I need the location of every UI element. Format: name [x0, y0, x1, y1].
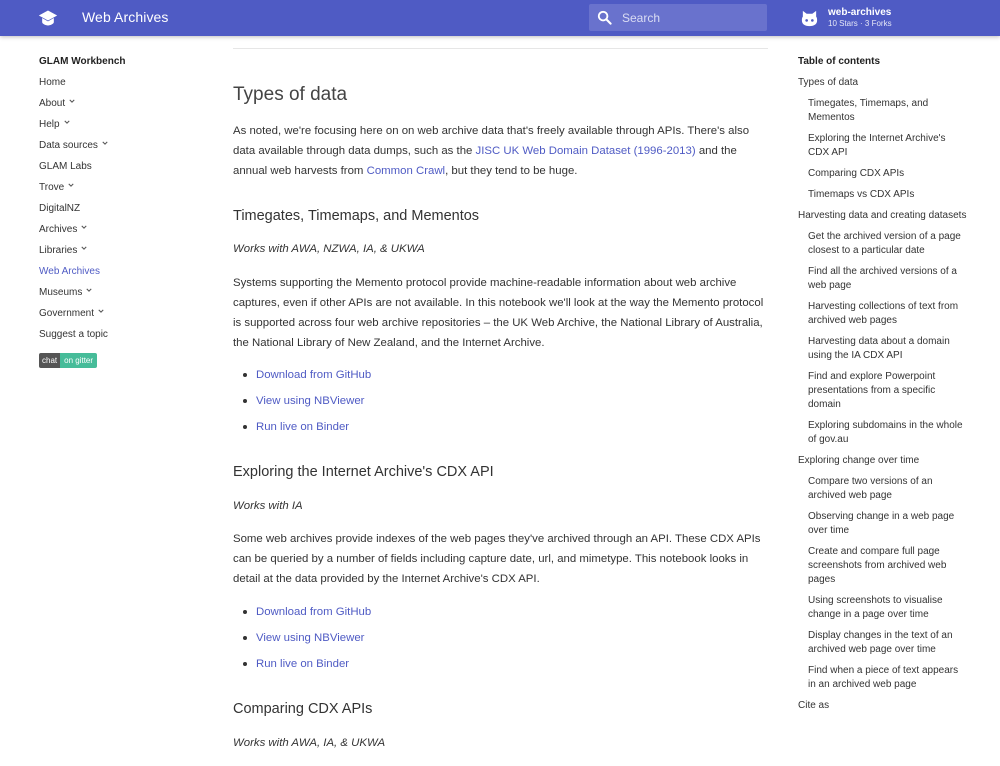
- nav-item-label: Help: [39, 119, 60, 130]
- nav-item-label: Home: [39, 77, 66, 88]
- search-box[interactable]: [589, 4, 767, 31]
- toc-item[interactable]: Cite as: [798, 700, 830, 711]
- list-item: [243, 657, 371, 683]
- section-links: [243, 605, 371, 683]
- toc-item[interactable]: Find and explore Powerpoint presentations from a specific domain: [808, 371, 936, 410]
- toc-item[interactable]: Exploring subdomains in the whole of gov.au: [808, 420, 963, 445]
- nav-item-label: Archives: [39, 224, 78, 235]
- list-item: [243, 420, 371, 446]
- toc-item[interactable]: Exploring the Internet Archive's CDX API: [808, 133, 946, 158]
- toc-item[interactable]: Harvesting data about a domain using the IA CDX API: [808, 336, 950, 361]
- repo-link[interactable]: [800, 6, 990, 32]
- chevron-down-icon[interactable]: [64, 119, 70, 125]
- section-title-timegates: Timegates, Timemaps, and Mementos: [233, 208, 480, 224]
- nav-item-label: Museums: [39, 287, 83, 298]
- chevron-down-icon[interactable]: [81, 245, 87, 251]
- repo-facts: 10 Stars · 3 Forks: [828, 19, 892, 28]
- intro-text-2: and the annual web harvests from: [233, 145, 737, 177]
- toc-item[interactable]: Timemaps vs CDX APIs: [808, 189, 915, 200]
- page-title: Types of data: [233, 84, 348, 105]
- nav-item-label: Government: [39, 308, 95, 319]
- intro-text-3: , but they tend to be huge.: [445, 165, 578, 177]
- gitter-badge[interactable]: [39, 353, 97, 368]
- nav-item-trove[interactable]: [39, 181, 189, 202]
- site-title[interactable]: Web Archives: [82, 9, 169, 25]
- search-input[interactable]: [622, 9, 762, 26]
- nav-item-archives[interactable]: [39, 223, 189, 244]
- run-binder-link[interactable]: Run live on Binder: [256, 658, 350, 670]
- list-item: [243, 394, 371, 420]
- chevron-down-icon[interactable]: [102, 140, 108, 146]
- nav-item-web-archives[interactable]: [39, 265, 189, 286]
- search-icon: [597, 10, 612, 25]
- repo-name: web-archives: [828, 7, 892, 18]
- download-github-link[interactable]: Download from GitHub: [256, 606, 372, 618]
- jisc-dataset-link[interactable]: JISC UK Web Domain Dataset (1996-2013): [475, 145, 696, 157]
- section-works-with: Works with AWA, NZWA, IA, & UKWA: [233, 243, 425, 255]
- nav-item-data-sources[interactable]: [39, 139, 189, 160]
- run-binder-link[interactable]: Run live on Binder: [256, 421, 350, 433]
- left-nav: [39, 55, 189, 368]
- divider: [233, 48, 768, 49]
- github-icon: [800, 9, 819, 28]
- nav-item-label: Suggest a topic: [39, 329, 108, 340]
- nav-item-about[interactable]: [39, 97, 189, 118]
- section-title-compare-cdx: Comparing CDX APIs: [233, 701, 373, 717]
- view-nbviewer-link[interactable]: View using NBViewer: [256, 632, 365, 644]
- nav-title[interactable]: GLAM Workbench: [39, 56, 126, 67]
- table-of-contents: [798, 55, 968, 720]
- nav-item-help[interactable]: [39, 118, 189, 139]
- toc-item[interactable]: Observing change in a web page over time: [808, 511, 955, 536]
- section-body: Some web archives provide indexes of the web pages they've archived through an API. These CDX APIs can be queried by a number of fields including capture date, url, and mimetype. This notebook looks in detail at the data provided by the Internet Archive's CDX API.: [233, 533, 761, 585]
- toc-item[interactable]: Harvesting collections of text from archived web pages: [808, 301, 959, 326]
- toc-item[interactable]: Types of data: [798, 77, 859, 88]
- intro-paragraph: [233, 121, 768, 181]
- nav-item-label: Data sources: [39, 140, 98, 151]
- toc-item[interactable]: Exploring change over time: [798, 455, 920, 466]
- common-crawl-link[interactable]: Common Crawl: [366, 165, 446, 177]
- chevron-down-icon[interactable]: [81, 224, 87, 230]
- nav-item-label: GLAM Labs: [39, 161, 92, 172]
- view-nbviewer-link[interactable]: View using NBViewer: [256, 395, 365, 407]
- toc-item[interactable]: Get the archived version of a page closest to a particular date: [808, 231, 961, 256]
- section-works-with: Works with AWA, IA, & UKWA: [233, 737, 386, 749]
- toc-item[interactable]: Find when a piece of text appears in an archived web page: [808, 665, 959, 690]
- list-item: [243, 368, 371, 394]
- gitter-badge-left: chat: [39, 353, 60, 368]
- chevron-down-icon[interactable]: [69, 98, 75, 104]
- nav-item-glam-labs[interactable]: [39, 160, 189, 181]
- nav-item-museums[interactable]: [39, 286, 189, 307]
- chevron-down-icon[interactable]: [68, 182, 74, 188]
- section-works-with: Works with IA: [233, 500, 303, 512]
- nav-item-government[interactable]: [39, 307, 189, 328]
- toc-title: Table of contents: [798, 56, 881, 67]
- chevron-down-icon[interactable]: [86, 287, 92, 293]
- toc-item[interactable]: Harvesting data and creating datasets: [798, 210, 967, 221]
- toc-item[interactable]: Using screenshots to visualise change in a page over time: [808, 595, 943, 620]
- nav-item-home[interactable]: [39, 76, 189, 97]
- toc-item[interactable]: Create and compare full page screenshots from archived web pages: [808, 546, 947, 585]
- nav-item-label: Trove: [39, 182, 65, 193]
- toc-item[interactable]: Compare two versions of an archived web page: [808, 476, 933, 501]
- toc-item[interactable]: Timegates, Timemaps, and Mementos: [808, 98, 929, 123]
- list-item: [243, 605, 371, 631]
- nav-item-label: About: [39, 98, 66, 109]
- nav-item-suggest-a-topic[interactable]: [39, 328, 189, 349]
- toc-item[interactable]: Comparing CDX APIs: [808, 168, 905, 179]
- list-item: [243, 631, 371, 657]
- nav-item-label: Libraries: [39, 245, 78, 256]
- nav-item-libraries[interactable]: [39, 244, 189, 265]
- gitter-badge-right: on gitter: [60, 353, 97, 368]
- nav-item-label: DigitalNZ: [39, 203, 81, 214]
- intro-text-1: As noted, we're focusing here on on web archive data that's freely available through APIs. There's also data available through data dumps, such as the: [233, 125, 750, 157]
- top-header: [0, 0, 1000, 36]
- section-links: [243, 368, 371, 446]
- section-body: Systems supporting the Memento protocol provide machine-readable information about web archive captures, even if other APIs are not available. In this notebook we'll look at the way the Memento protocol is supported across four web archive repositories – the UK Web Archive, the National Library of Australia, the National Library of New Zealand, and the Internet Archive.: [233, 277, 764, 349]
- nav-item-label: Web Archives: [39, 266, 100, 277]
- chevron-down-icon[interactable]: [98, 308, 104, 314]
- download-github-link[interactable]: Download from GitHub: [256, 369, 372, 381]
- graduation-cap-icon[interactable]: [38, 9, 58, 27]
- nav-item-digitalnz[interactable]: [39, 202, 189, 223]
- toc-item[interactable]: Display changes in the text of an archived web page over time: [808, 630, 953, 655]
- toc-item[interactable]: Find all the archived versions of a web page: [808, 266, 957, 291]
- section-title-cdx: Exploring the Internet Archive's CDX API: [233, 464, 494, 480]
